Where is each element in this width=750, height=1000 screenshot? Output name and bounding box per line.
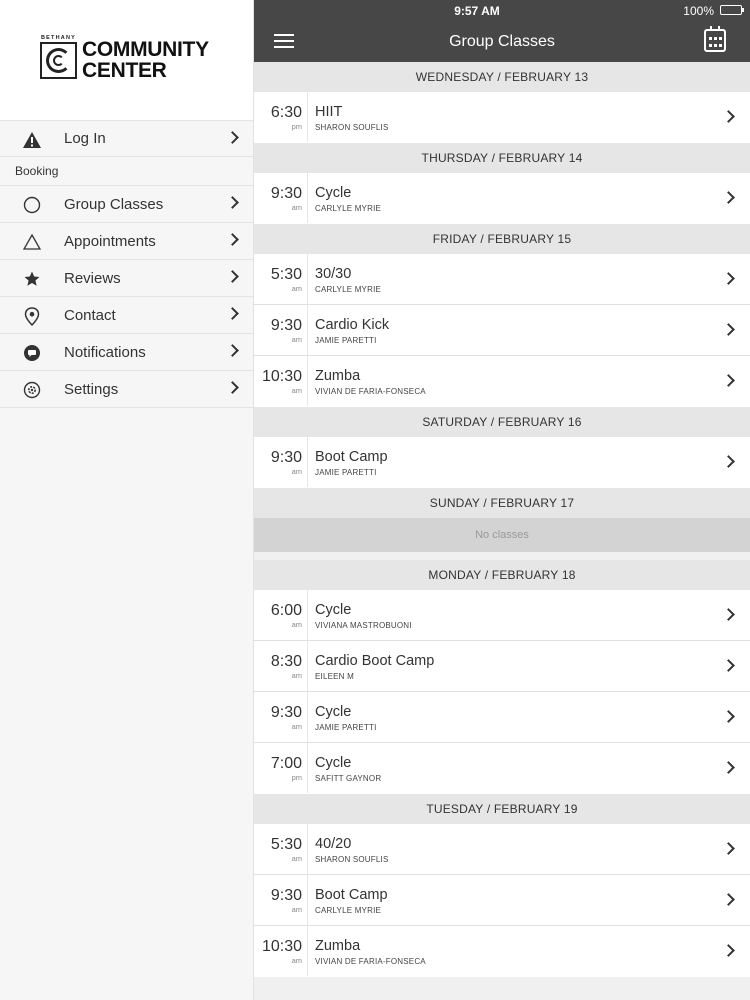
class-name: 40/20 — [315, 836, 352, 852]
class-instructor: VIVIANA MASTROBUONI — [315, 621, 412, 630]
battery-percent: 100% — [683, 4, 714, 18]
day-header: THURSDAY / FEBRUARY 14 — [254, 143, 750, 173]
section-label-booking: Booking — [0, 157, 253, 186]
class-time — [254, 92, 308, 142]
page-title: Group Classes — [449, 33, 555, 50]
class-time — [254, 305, 308, 355]
chevron-right-icon — [722, 191, 735, 204]
chevron-right-icon — [722, 659, 735, 672]
class-time — [254, 590, 308, 640]
class-time — [254, 743, 308, 793]
class-instructor: CARLYLE MYRIE — [315, 285, 382, 294]
circle-outline-icon — [22, 195, 42, 215]
class-instructor: JAMIE PARETTI — [315, 723, 377, 732]
class-instructor: VIVIAN DE FARIA-FONSECA — [315, 957, 426, 966]
class-row[interactable] — [254, 254, 750, 305]
class-time — [254, 875, 308, 925]
chevron-right-icon — [226, 307, 239, 320]
battery-icon — [720, 5, 742, 15]
class-am-pm: am — [291, 284, 302, 293]
class-am-pm: am — [291, 203, 302, 212]
day-header: FRIDAY / FEBRUARY 15 — [254, 224, 750, 254]
class-start-time: 9:30 — [270, 317, 302, 334]
class-time — [254, 824, 308, 874]
gear-icon — [22, 380, 42, 400]
class-start-time: 7:00 — [270, 755, 302, 772]
triangle-outline-icon — [22, 232, 42, 252]
class-start-time: 9:30 — [270, 704, 302, 721]
class-start-time: 10:30 — [261, 938, 302, 955]
class-name: Zumba — [315, 368, 361, 384]
chevron-right-icon — [226, 196, 239, 209]
class-name: Cardio Boot Camp — [315, 653, 435, 669]
class-name: Cycle — [315, 755, 352, 771]
sidebar-item-label: Reviews — [64, 269, 121, 287]
logo-subtitle: BETHANY — [41, 35, 76, 41]
class-row[interactable] — [254, 926, 750, 977]
chevron-right-icon — [722, 944, 735, 957]
class-row[interactable] — [254, 824, 750, 875]
day-header: WEDNESDAY / FEBRUARY 13 — [254, 62, 750, 92]
side-menu — [0, 0, 254, 1000]
calendar-icon[interactable] — [704, 29, 726, 52]
class-row[interactable] — [254, 437, 750, 488]
day-header: TUESDAY / FEBRUARY 19 — [254, 794, 750, 824]
class-am-pm: pm — [291, 122, 302, 131]
class-time — [254, 356, 308, 406]
class-start-time: 5:30 — [270, 836, 302, 853]
class-start-time: 6:30 — [270, 104, 302, 121]
class-start-time: 5:30 — [270, 266, 302, 283]
class-am-pm: am — [291, 956, 302, 965]
status-time: 9:57 AM — [454, 4, 500, 18]
class-am-pm: am — [291, 671, 302, 680]
class-start-time: 9:30 — [270, 887, 302, 904]
class-name: 30/30 — [315, 266, 352, 282]
class-instructor: CARLYLE MYRIE — [315, 906, 382, 915]
class-instructor: SAFITT GAYNOR — [315, 774, 382, 783]
class-instructor: SHARON SOUFLIS — [315, 855, 389, 864]
class-am-pm: pm — [291, 773, 302, 782]
class-time — [254, 692, 308, 742]
sidebar-item-label: Appointments — [64, 232, 156, 250]
class-am-pm: am — [291, 854, 302, 863]
class-am-pm: am — [291, 905, 302, 914]
chevron-right-icon — [226, 344, 239, 357]
class-instructor: JAMIE PARETTI — [315, 336, 377, 345]
chevron-right-icon — [722, 761, 735, 774]
class-time — [254, 437, 308, 487]
sidebar-item-label: Settings — [64, 380, 119, 398]
sidebar-item-settings[interactable] — [0, 371, 253, 408]
chevron-right-icon — [722, 323, 735, 336]
logo-text-line1: COMMUNITY — [82, 38, 209, 61]
main-panel — [254, 0, 750, 1000]
chevron-right-icon — [722, 272, 735, 285]
day-header: SUNDAY / FEBRUARY 17 — [254, 488, 750, 518]
class-start-time: 6:00 — [270, 602, 302, 619]
map-pin-icon — [22, 306, 42, 326]
chevron-right-icon — [226, 270, 239, 283]
chat-bubble-icon — [22, 343, 42, 363]
top-bar — [254, 0, 750, 62]
chevron-right-icon — [226, 233, 239, 246]
class-name: Cycle — [315, 185, 352, 201]
class-row[interactable] — [254, 743, 750, 794]
class-name: Zumba — [315, 938, 361, 954]
sidebar-item-login[interactable] — [0, 120, 253, 157]
sidebar-item-group-classes[interactable] — [0, 186, 253, 223]
class-instructor: CARLYLE MYRIE — [315, 204, 382, 213]
chevron-right-icon — [722, 110, 735, 123]
spacer — [254, 552, 750, 560]
class-start-time: 10:30 — [261, 368, 302, 385]
class-row[interactable] — [254, 173, 750, 224]
logo-text-line2: CENTER — [82, 59, 167, 82]
class-time — [254, 641, 308, 691]
sidebar-item-label: Notifications — [64, 343, 146, 361]
sidebar-item-notifications[interactable] — [0, 334, 253, 371]
class-start-time: 9:30 — [270, 449, 302, 466]
sidebar-item-contact[interactable] — [0, 297, 253, 334]
class-name: Cycle — [315, 602, 352, 618]
class-row[interactable] — [254, 590, 750, 641]
warning-icon — [22, 130, 42, 150]
class-instructor: EILEEN M — [315, 672, 354, 681]
logo-mark-icon — [40, 42, 77, 79]
chevron-right-icon — [722, 608, 735, 621]
class-name: Boot Camp — [315, 449, 388, 465]
sidebar-item-label: Contact — [64, 306, 116, 324]
sidebar-item-label: Group Classes — [64, 195, 164, 213]
class-am-pm: am — [291, 722, 302, 731]
day-header: SATURDAY / FEBRUARY 16 — [254, 407, 750, 437]
class-row[interactable] — [254, 875, 750, 926]
class-instructor: SHARON SOUFLIS — [315, 123, 389, 132]
class-am-pm: am — [291, 467, 302, 476]
chevron-right-icon — [226, 381, 239, 394]
class-time — [254, 173, 308, 223]
class-row[interactable] — [254, 305, 750, 356]
class-name: Cardio Kick — [315, 317, 390, 333]
class-name: Boot Camp — [315, 887, 388, 903]
class-row[interactable] — [254, 641, 750, 692]
no-classes-message: No classes — [254, 518, 750, 552]
class-name: Cycle — [315, 704, 352, 720]
star-icon — [22, 269, 42, 289]
class-row[interactable] — [254, 692, 750, 743]
chevron-right-icon — [722, 374, 735, 387]
class-name: HIIT — [315, 104, 343, 120]
sidebar-item-label: Log In — [64, 130, 106, 147]
class-time — [254, 926, 308, 976]
class-schedule-list — [254, 62, 750, 977]
class-am-pm: am — [291, 386, 302, 395]
class-start-time: 9:30 — [270, 185, 302, 202]
day-header: MONDAY / FEBRUARY 18 — [254, 560, 750, 590]
class-am-pm: am — [291, 335, 302, 344]
chevron-right-icon — [722, 842, 735, 855]
chevron-right-icon — [226, 131, 239, 144]
sidebar-item-appointments[interactable] — [0, 223, 253, 260]
chevron-right-icon — [722, 893, 735, 906]
sidebar-item-reviews[interactable] — [0, 260, 253, 297]
class-row[interactable] — [254, 356, 750, 407]
class-time — [254, 254, 308, 304]
chevron-right-icon — [722, 455, 735, 468]
logo — [0, 0, 253, 120]
chevron-right-icon — [722, 710, 735, 723]
class-row[interactable] — [254, 92, 750, 143]
class-am-pm: am — [291, 620, 302, 629]
class-instructor: JAMIE PARETTI — [315, 468, 377, 477]
class-start-time: 8:30 — [270, 653, 302, 670]
class-instructor: VIVIAN DE FARIA-FONSECA — [315, 387, 426, 396]
